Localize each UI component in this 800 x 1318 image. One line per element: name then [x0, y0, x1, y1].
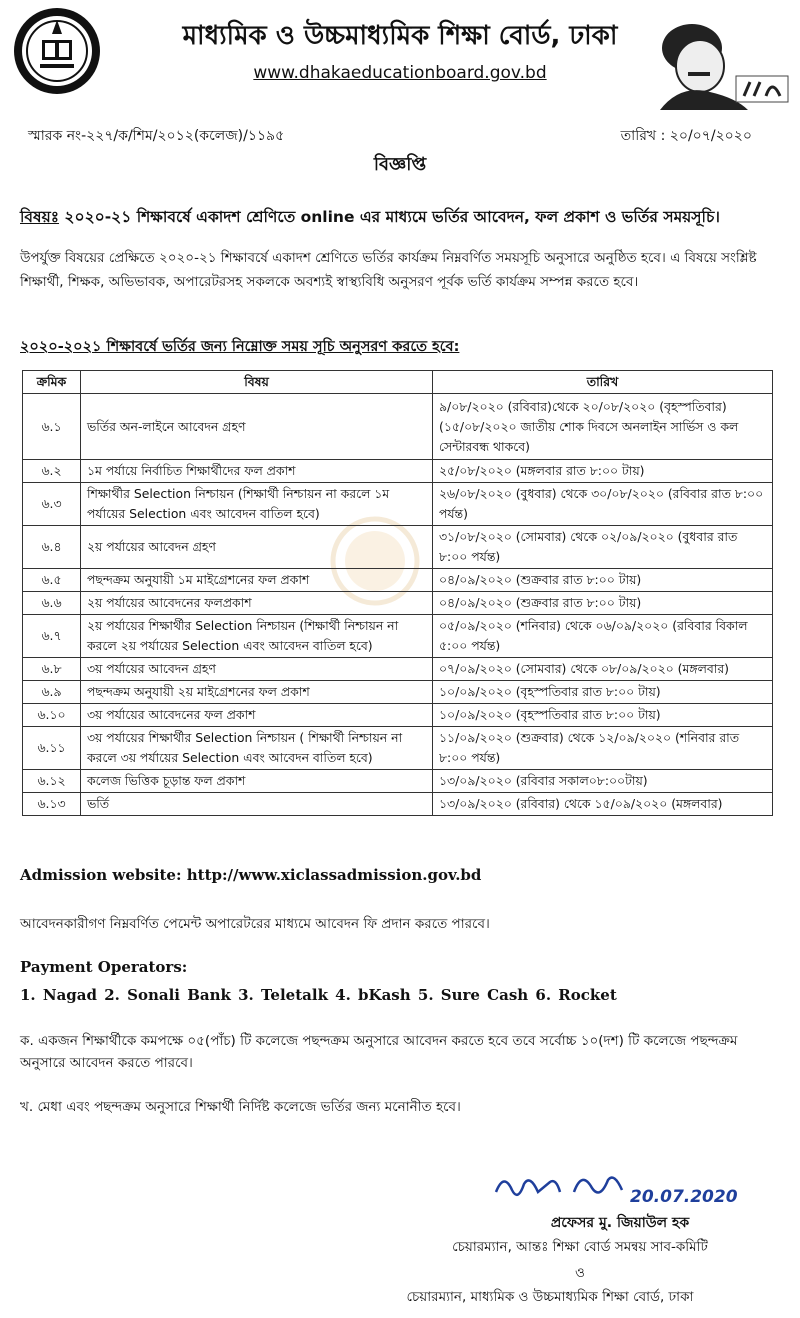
subject-text: ২০২০-২১ শিক্ষাবর্ষে একাদশ শ্রেণিতে online এর মাধ্যমে ভর্তির আবেদন, ফল প্রকাশ ও ভর্তির সময়সূচি।	[64, 208, 720, 226]
cell-subject: কলেজ ভিত্তিক চূড়ান্ত ফল প্রকাশ	[81, 770, 433, 793]
board-website-link[interactable]: www.dhakaeducationboard.gov.bd	[253, 63, 547, 83]
cell-serial: ৬.৮	[23, 658, 81, 681]
table-row	[23, 526, 773, 569]
cell-serial: ৬.১	[23, 394, 81, 460]
cell-subject: পছন্দক্রম অনুযায়ী ২য় মাইগ্রেশনের ফল প্রকাশ	[81, 681, 433, 704]
intro-paragraph: উপর্যুক্ত বিষয়ের প্রেক্ষিতে ২০২০-২১ শিক্ষাবর্ষে একাদশ শ্রেণিতে ভর্তির কার্যক্রম নিম্নবর্ণিত সময়সূচি অনুসারে অনুষ্ঠিত হবে। এ বিষয়ে সংশ্লিষ্ট শিক্ষার্থী, শিক্ষক, অভিভাবক, অপারেটরসহ সকলকে অবশ্যই স্বাস্থ্যবিধি অনুসরণ পূর্বক ভর্তি কার্যক্রম সম্পন্ন করতে হবে।	[20, 250, 757, 290]
table-row	[23, 569, 773, 592]
signatory-title-1: চেয়ারম্যান, আন্তঃ শিক্ষা বোর্ড সমন্বয় সাব-কমিটি	[452, 1239, 708, 1255]
table-row	[23, 727, 773, 770]
table-row	[23, 483, 773, 526]
cell-subject: ১ম পর্যায়ে নির্বাচিত শিক্ষার্থীদের ফল প্রকাশ	[81, 460, 433, 483]
schedule-table	[22, 370, 773, 816]
table-row	[23, 460, 773, 483]
signatory-and: ও	[575, 1265, 585, 1281]
table-row	[23, 770, 773, 793]
cell-date: ১০/০৯/২০২০ (বৃহস্পতিবার রাত ৮:০০ টায়)	[433, 704, 773, 727]
handwritten-signature	[490, 1162, 750, 1212]
payment-operators-title: Payment Operators:	[20, 958, 188, 976]
note-ka: ক. একজন শিক্ষার্থীকে কমপক্ষে ০৫(পাঁচ) টি কলেজে পছন্দক্রম অনুসারে আবেদন করতে হবে তবে সর্বোচ্চ ১০(দশ) টি কলেজে পছন্দক্রম অনুসারে আবেদন করতে পারবে।	[20, 1033, 738, 1071]
signature-date: 20.07.2020	[630, 1187, 738, 1207]
table-row	[23, 394, 773, 460]
cell-subject: ২য় পর্যায়ের শিক্ষার্থীর Selection নিশ্চায়ন (শিক্ষার্থী নিশ্চায়ন না করলে ২য় পর্যায়ের Selection এবং আবেদন বাতিল হবে)	[81, 615, 433, 658]
cell-subject: ৩য় পর্যায়ের আবেদন গ্রহণ	[81, 658, 433, 681]
cell-serial: ৬.৫	[23, 569, 81, 592]
subject-line	[20, 205, 780, 229]
cell-subject: ২য় পর্যায়ের আবেদনের ফলপ্রকাশ	[81, 592, 433, 615]
fee-note: আবেদনকারীগণ নিম্নবর্ণিত পেমেন্ট অপারেটরের মাধ্যমে আবেদন ফি প্রদান করতে পারবে।	[20, 916, 490, 932]
table-row	[23, 704, 773, 727]
note-kha: খ. মেধা এবং পছন্দক্রম অনুসারে শিক্ষার্থী নির্দিষ্ট কলেজে ভর্তির জন্য মনোনীত হবে।	[20, 1099, 461, 1115]
cell-subject: পছন্দক্রম অনুযায়ী ১ম মাইগ্রেশনের ফল প্রকাশ	[81, 569, 433, 592]
cell-date: ১৩/০৯/২০২০ (রবিবার সকাল০৮:০০টায়)	[433, 770, 773, 793]
cell-date: ০৪/০৯/২০২০ (শুক্রবার রাত ৮:০০ টায়)	[433, 569, 773, 592]
cell-date: ০৫/০৯/২০২০ (শনিবার) থেকে ০৬/০৯/২০২০ (রবিবার বিকাল ৫:০০ পর্যন্ত)	[433, 615, 773, 658]
memo-date: তারিখ : ২০/০৭/২০২০	[620, 128, 752, 144]
cell-serial: ৬.১২	[23, 770, 81, 793]
table-row	[23, 681, 773, 704]
signatory-title-2: চেয়ারম্যান, মাধ্যমিক ও উচ্চমাধ্যমিক শিক্ষা বোর্ড, ঢাকা	[406, 1289, 694, 1305]
table-row	[23, 658, 773, 681]
subject-label: বিষয়ঃ	[20, 208, 60, 226]
notice-heading: বিজ্ঞপ্তি	[373, 154, 427, 175]
cell-serial: ৬.১১	[23, 727, 81, 770]
board-title: মাধ্যমিক ও উচ্চমাধ্যমিক শিক্ষা বোর্ড, ঢাকা	[182, 21, 618, 51]
column-header-serial: ক্রমিক	[23, 371, 81, 394]
cell-date: ১৩/০৯/২০২০ (রবিবার) থেকে ১৫/০৯/২০২০ (মঙ্গলবার)	[433, 793, 773, 816]
cell-serial: ৬.৪	[23, 526, 81, 569]
table-header-row	[23, 371, 773, 394]
board-seal-icon	[12, 6, 102, 96]
table-row	[23, 592, 773, 615]
table-row	[23, 615, 773, 658]
cell-subject: ভর্তির অন-লাইনে আবেদন গ্রহণ	[81, 394, 433, 460]
cell-date: ১০/০৯/২০২০ (বৃহস্পতিবার রাত ৮:০০ টায়)	[433, 681, 773, 704]
cell-serial: ৬.১০	[23, 704, 81, 727]
memo-number: স্মারক নং-২২৭/ক/শিম/২০১২(কলেজ)/১১৯৫	[28, 128, 285, 144]
cell-date: ২৫/০৮/২০২০ (মঙ্গলবার রাত ৮:০০ টায়)	[433, 460, 773, 483]
cell-serial: ৬.৬	[23, 592, 81, 615]
column-header-subject: বিষয়	[81, 371, 433, 394]
cell-serial: ৬.৩	[23, 483, 81, 526]
mujib-100-portrait-icon	[640, 18, 792, 110]
table-row	[23, 793, 773, 816]
cell-date: ২৬/০৮/২০২০ (বুধবার) থেকে ৩০/০৮/২০২০ (রবিবার রাত ৮:০০ পর্যন্ত)	[433, 483, 773, 526]
cell-date: ০৪/০৯/২০২০ (শুক্রবার রাত ৮:০০ টায়)	[433, 592, 773, 615]
cell-subject: ৩য় পর্যায়ের আবেদনের ফল প্রকাশ	[81, 704, 433, 727]
cell-serial: ৬.৭	[23, 615, 81, 658]
admission-website[interactable]: Admission website: http://www.xiclassadmission.gov.bd	[20, 866, 482, 884]
cell-date: ৯/০৮/২০২০ (রবিবার)থেকে ২০/০৮/২০২০ (বৃহস্পতিবার) (১৫/০৮/২০২০ জাতীয় শোক দিবসে অনলাইন সার্ভিস ও কল সেন্টারবন্ধ থাকবে)	[433, 394, 773, 460]
cell-serial: ৬.২	[23, 460, 81, 483]
cell-subject: শিক্ষার্থীর Selection নিশ্চায়ন (শিক্ষার্থী নিশ্চায়ন না করলে ১ম পর্যায়ের Selection এবং আবেদন বাতিল হবে)	[81, 483, 433, 526]
cell-date: ০৭/০৯/২০২০ (সোমবার) থেকে ০৮/০৯/২০২০ (মঙ্গলবার)	[433, 658, 773, 681]
cell-date: ৩১/০৮/২০২০ (সোমবার) থেকে ০২/০৯/২০২০ (বুধবার রাত ৮:০০ পর্যন্ত)	[433, 526, 773, 569]
column-header-date: তারিখ	[433, 371, 773, 394]
signatory-name: প্রফেসর মু. জিয়াউল হক	[550, 1215, 690, 1231]
schedule-heading: ২০২০-২০২১ শিক্ষাবর্ষে ভর্তির জন্য নিম্নোক্ত সময় সূচি অনুসরণ করতে হবে:	[20, 339, 460, 355]
cell-subject: ৩য় পর্যায়ের শিক্ষার্থীর Selection নিশ্চায়ন ( শিক্ষার্থী নিশ্চায়ন না করলে ৩য় পর্যায়ের Selection এবং আবেদন বাতিল হবে)	[81, 727, 433, 770]
cell-subject: ভর্তি	[81, 793, 433, 816]
cell-serial: ৬.১৩	[23, 793, 81, 816]
payment-operators-list: 1. Nagad 2. Sonali Bank 3. Teletalk 4. bKash 5. Sure Cash 6. Rocket	[20, 986, 617, 1004]
cell-serial: ৬.৯	[23, 681, 81, 704]
cell-subject: ২য় পর্যায়ের আবেদন গ্রহণ	[81, 526, 433, 569]
cell-date: ১১/০৯/২০২০ (শুক্রবার) থেকে ১২/০৯/২০২০ (শনিবার রাত ৮:০০ পর্যন্ত)	[433, 727, 773, 770]
